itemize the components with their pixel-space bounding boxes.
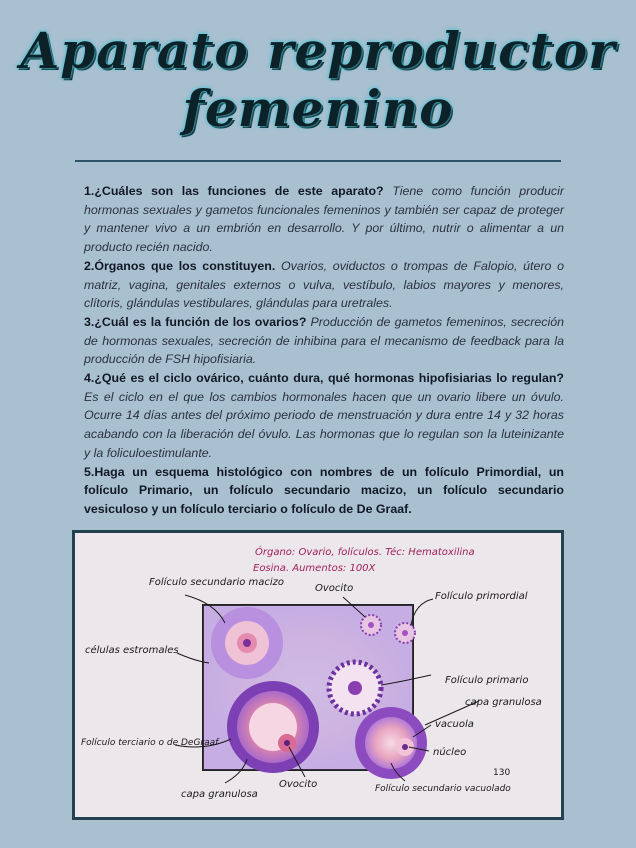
- qa-item-4: [84, 369, 564, 463]
- label-stromal-cells: células estromales: [85, 645, 179, 656]
- label-ovocito-top: Ovocito: [315, 583, 354, 594]
- question-2: 2.Órganos que los constituyen.: [84, 258, 276, 273]
- page-title: [0, 22, 636, 138]
- question-3: 3.¿Cuál es la función de los ovarios?: [84, 314, 307, 329]
- label-nucleus: núcleo: [433, 747, 467, 758]
- histology-diagram: [72, 530, 564, 820]
- label-ovocito-bottom: Ovocito: [279, 779, 318, 790]
- label-primary-follicle: Folículo primario: [445, 675, 529, 686]
- title-line-1: Aparato reproductor: [20, 21, 616, 80]
- question-4: 4.¿Qué es el ciclo ovárico, cuánto dura, qué hormonas hipofisiarias lo regulan?: [84, 371, 564, 386]
- page-number: 130: [493, 768, 511, 778]
- qa-item-5: [84, 463, 564, 519]
- qa-item-1: [84, 182, 564, 257]
- answer-4: Es el ciclo en el que los cambios hormonales hacen que un ovario libere un óvulo. Ocurre 14 días antes del próximo periodo de menstruación y dura entre 14 y 32 horas acabando con la liberación del óvulo. Las hormonas que lo regulan son la luteinizante y la foliculoestimulante.: [84, 389, 564, 460]
- answer-1: Tiene como función producir hormonas sexuales y gametos funcionales femeninos y también ser capaz de proteger y mantener vivo a un embrión en desarrollo. Y por último, nutrir o alimentar a un producto recién nacido.: [84, 184, 564, 255]
- questions-section: [84, 182, 564, 519]
- label-granulosa-layer-right: capa granulosa: [465, 697, 542, 708]
- title-divider: [75, 160, 561, 162]
- qa-item-3: [84, 313, 564, 369]
- question-1: 1.¿Cuáles son las funciones de este aparato?: [84, 184, 384, 198]
- question-5: 5.Haga un esquema histológico con nombres de un folículo Primordial, un folículo Primario, un folículo secundario macizo, un folículo secundario vesiculoso y un folículo terciario o folículo de De Graaf.: [84, 464, 564, 516]
- qa-item-2: [84, 257, 564, 313]
- figure-header-line-2: Eosina. Aumentos: 100X: [253, 563, 376, 574]
- title-line-2: femenino: [182, 79, 454, 138]
- label-tertiary-follicle: Folículo terciario o de DeGraaf: [81, 738, 219, 748]
- label-primordial-follicle: Folículo primordial: [435, 591, 528, 602]
- label-vacuole: vacuola: [435, 719, 474, 730]
- label-secondary-vacuolated-follicle: Folículo secundario vacuolado: [375, 784, 511, 794]
- answer-3: Producción de gametos femeninos, secreción de hormonas sexuales, secreción de inhibina para el mecanismo de feedback para la producción de FSH hipofisiaria.: [84, 314, 564, 367]
- label-granulosa-layer-bottom: capa granulosa: [181, 789, 258, 800]
- histology-drawing: [75, 533, 561, 817]
- answer-2: Ovarios, oviductos o trompas de Falopio, útero o matriz, vagina, genitales externos o vulva, vestíbulo, labios mayores y menores, clítoris, glándulas vestibulares, glándulas para uretrales.: [84, 258, 564, 311]
- figure-header-line-1: Órgano: Ovario, folículos. Téc: Hematoxilina: [255, 547, 475, 558]
- label-secondary-solid-follicle: Folículo secundario macizo: [149, 577, 285, 588]
